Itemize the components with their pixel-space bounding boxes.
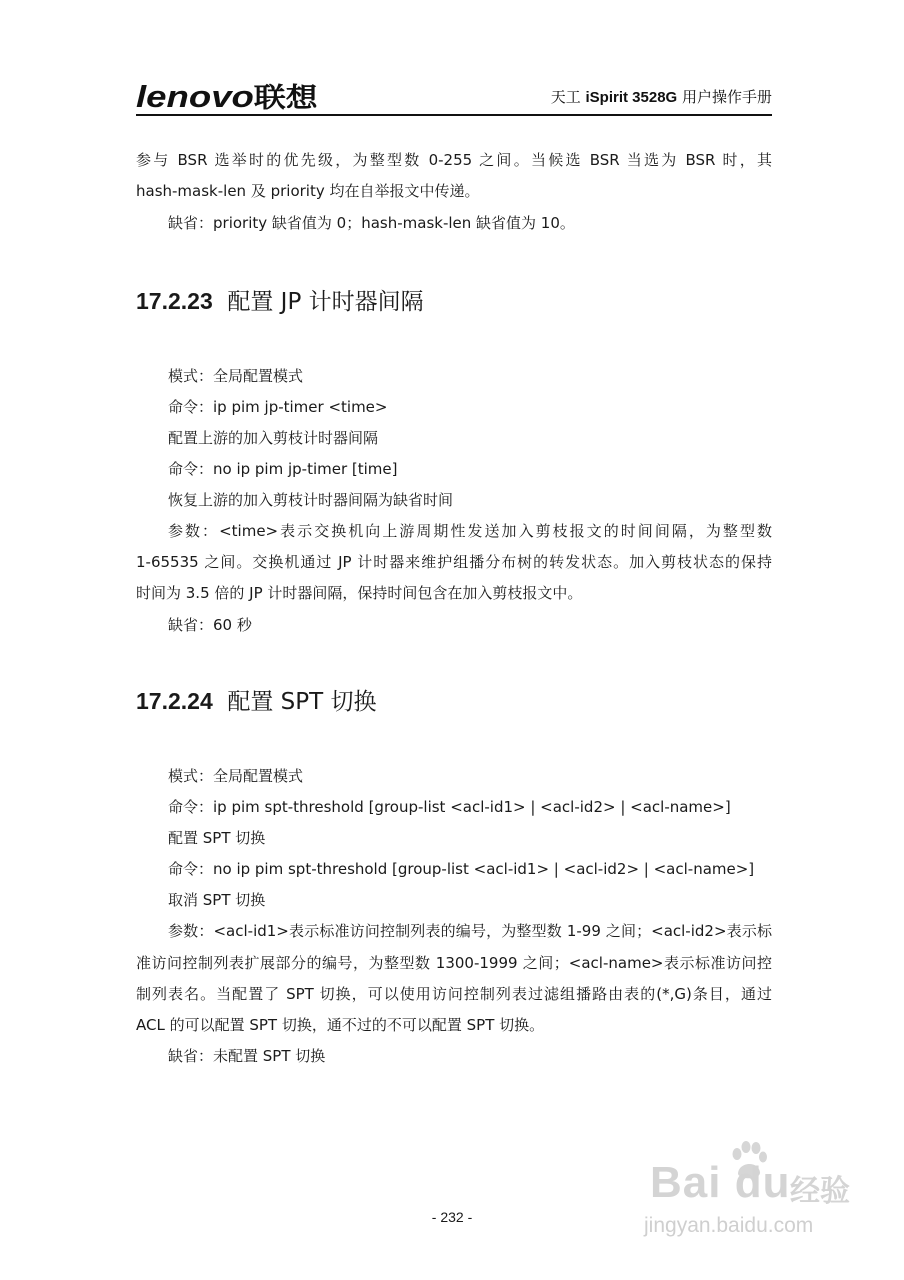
parameter-line-3: 时间为 3.5 倍的 JP 计时器间隔，保持时间包含在加入剪枝报文中。: [136, 584, 583, 602]
section-heading-spt-switch: [136, 683, 377, 716]
page-number: - 232 -: [431, 1209, 473, 1225]
section-title: 配置 SPT 切换: [227, 689, 377, 715]
header-divider: [136, 114, 772, 116]
watermark-url: jingyan.baidu.com: [644, 1214, 814, 1237]
manual-title: [551, 86, 772, 107]
lenovo-logo: [136, 76, 318, 115]
baidu-watermark: [640, 1140, 850, 1250]
title-prefix: 天工: [550, 88, 586, 106]
parameter-line-3: 制列表名。当配置了 SPT 切换，可以使用访问控制列表过滤组播路由表的(*,G)条目，通过: [136, 985, 772, 1003]
parameter-line-1: 参数：<acl-id1>表示标准访问控制列表的编号，为整型数 1-99 之间；<acl-id2>表示标: [168, 922, 772, 940]
command-description: 配置 SPT 切换: [168, 829, 266, 847]
no-command-line: 命令：no ip pim jp-timer [time]: [168, 460, 398, 478]
title-product: iSpirit 3528G: [585, 89, 678, 106]
intro-line-1: 参与 BSR 选举时的优先级，为整型数 0-255 之间。当候选 BSR 当选为 BSR 时，其: [136, 151, 772, 169]
command-line: 命令：ip pim jp-timer <time>: [168, 398, 388, 416]
watermark-logo-cn: 经验: [790, 1174, 850, 1209]
title-suffix: 用户操作手册: [677, 88, 772, 106]
mode-line: 模式：全局配置模式: [168, 767, 304, 785]
default-line: 缺省：60 秒: [168, 616, 252, 634]
logo-cn: 联想: [253, 83, 318, 113]
parameter-line-4: ACL 的可以配置 SPT 切换，通不过的不可以配置 SPT 切换。: [136, 1016, 545, 1034]
section-number: 17.2.24: [136, 688, 213, 714]
default-line: 缺省：未配置 SPT 切换: [168, 1047, 326, 1065]
parameter-line-2: 1-65535 之间。交换机通过 JP 计时器来维护组播分布树的转发状态。加入剪枝状态的保持: [136, 553, 772, 571]
no-command-line: 命令：no ip pim spt-threshold [group-list <acl-id1> | <acl-id2> | <acl-name>]: [168, 860, 755, 878]
intro-line-2: hash-mask-len 及 priority 均在自举报文中传递。: [136, 182, 480, 200]
mode-line: 模式：全局配置模式: [168, 367, 304, 385]
command-line: 命令：ip pim spt-threshold [group-list <acl-id1> | <acl-id2> | <acl-name>]: [168, 798, 731, 816]
section-heading-jp-timer: [136, 283, 424, 316]
logo-latin: lenovo: [136, 79, 254, 114]
section-number: 17.2.23: [136, 288, 213, 314]
parameter-line-1: 参数：<time>表示交换机向上游周期性发送加入剪枝报文的时间间隔，为整型数: [168, 522, 772, 540]
no-command-description: 恢复上游的加入剪枝计时器间隔为缺省时间: [168, 491, 454, 509]
intro-default: 缺省：priority 缺省值为 0；hash-mask-len 缺省值为 10。: [168, 214, 575, 232]
no-command-description: 取消 SPT 切换: [168, 891, 266, 909]
command-description: 配置上游的加入剪枝计时器间隔: [168, 429, 379, 447]
parameter-line-2: 准访问控制列表扩展部分的编号，为整型数 1300-1999 之间；<acl-name>表示标准访问控: [136, 954, 772, 972]
watermark-logo-text: Bai du: [650, 1158, 791, 1207]
section-title: 配置 JP 计时器间隔: [227, 289, 424, 315]
